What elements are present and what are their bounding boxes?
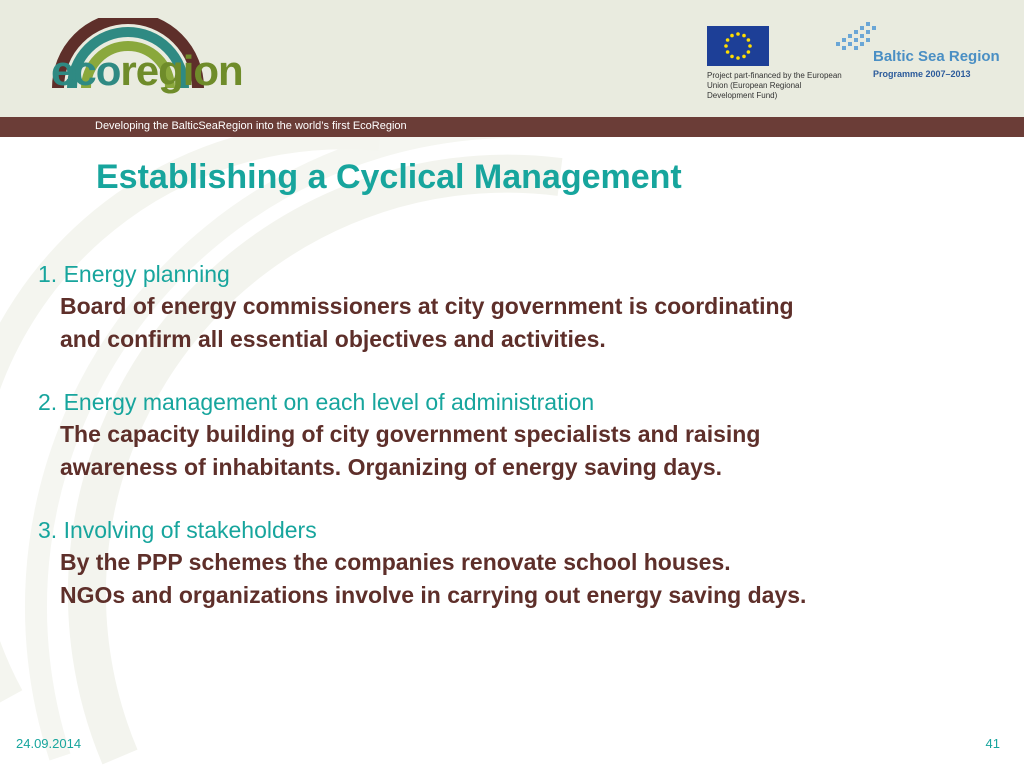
ecoregion-logo: [51, 47, 243, 94]
slide-title: Establishing a Cyclical Management: [96, 158, 682, 196]
item-body: By the PPP schemes the companies renovate school houses. NGOs and organizations involve in carrying out energy saving days.: [60, 549, 807, 608]
item-heading: 2. Energy management on each level of administration: [38, 389, 595, 415]
baltic-sea-region-mark-icon: [832, 18, 877, 58]
baltic-programme-subtitle: Programme 2007–2013: [873, 69, 971, 79]
tagline-text: Developing the BalticSeaRegion into the world’s first EcoRegion: [95, 120, 407, 132]
item-heading: 3. Involving of stakeholders: [38, 517, 317, 543]
page-number: 41: [985, 736, 1000, 751]
footer-date: 24.09.2014: [16, 736, 82, 751]
baltic-programme-title: Baltic Sea Region: [873, 48, 1000, 65]
slide-header: [0, 0, 1024, 117]
eu-flag-icon: [707, 26, 769, 66]
list-item: [38, 386, 998, 484]
list-item: [38, 258, 998, 356]
item-heading: 1. Energy planning: [38, 261, 230, 287]
tagline-band: [0, 117, 1024, 137]
list-item: [38, 514, 998, 612]
logo-eco-text: eco: [51, 47, 121, 94]
item-body: The capacity building of city government specialists and raising awareness of inhabitants. Organizing of energy saving days.: [60, 421, 761, 480]
logo-region-text: region: [120, 47, 243, 94]
eu-funding-notice: Project part-financed by the European Union (European Regional Development Fund): [707, 71, 842, 100]
item-body: Board of energy commissioners at city government is coordinating and confirm all essential objectives and activities.: [60, 293, 794, 352]
